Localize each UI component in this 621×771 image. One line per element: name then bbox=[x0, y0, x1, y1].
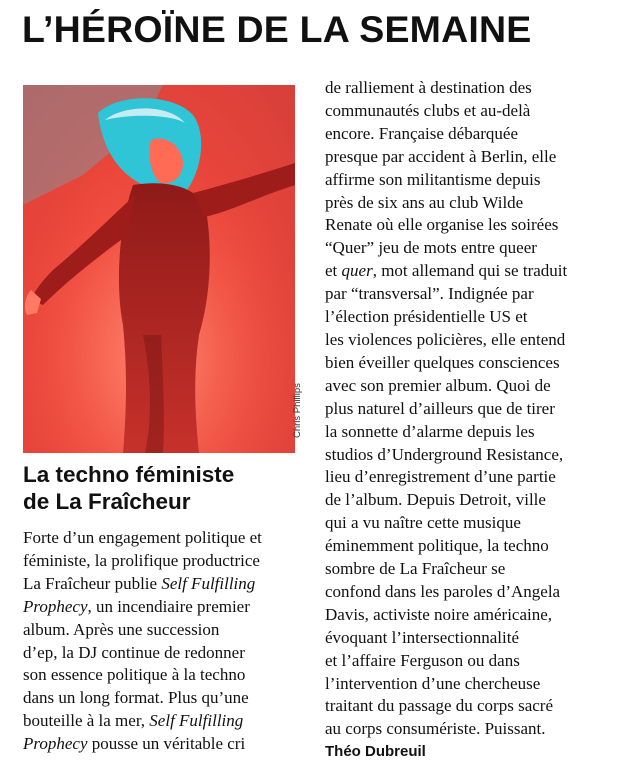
body-line: la sonnette d’alarme depuis les bbox=[325, 421, 535, 441]
body-line: féministe, la prolifique productrice bbox=[23, 550, 260, 570]
body-line: lieu d’enregistrement d’une partie bbox=[325, 467, 556, 487]
article-column-2 bbox=[325, 77, 615, 764]
article-column-1 bbox=[23, 527, 313, 756]
body-line: bien éveiller quelques consciences bbox=[325, 352, 560, 372]
author-byline: Théo Dubreuil bbox=[325, 743, 426, 761]
body-line: encore. Française débarquée bbox=[325, 123, 519, 143]
body-line: affirme son militantisme depuis bbox=[325, 169, 541, 189]
body-line: Davis, activiste noire américaine, bbox=[325, 604, 553, 624]
italic-word: quer bbox=[341, 261, 373, 281]
body-line: album. Après une succession bbox=[23, 619, 220, 639]
body-line: Forte d’un engagement politique et bbox=[23, 528, 262, 547]
body-line: avec son premier album. Quoi de bbox=[325, 375, 551, 395]
body-line: confond dans les paroles d’Angela bbox=[325, 581, 561, 601]
body-line: l’intervention d’une chercheuse bbox=[325, 673, 541, 693]
body-line: d’ep, la DJ continue de redonner bbox=[23, 642, 245, 662]
body-line: de ralliement à destination des bbox=[325, 78, 532, 97]
body-line: au corps consumériste. Puissant. bbox=[325, 719, 546, 739]
body-line: par “transversal”. Indignée par bbox=[325, 284, 534, 304]
body-line: studios d’Underground Resistance, bbox=[325, 444, 564, 464]
album-title: Prophecy bbox=[23, 734, 88, 754]
body-line: presque par accident à Berlin, elle bbox=[325, 146, 557, 166]
body-line: Prophecy pousse un véritable cri bbox=[23, 734, 246, 754]
subtitle-line: de La Fraîcheur bbox=[23, 489, 191, 514]
body-line: et quer, mot allemand qui se traduit bbox=[325, 261, 568, 281]
photo-credit: Chris Phillips bbox=[292, 383, 303, 438]
body-line: les violences policières, elle entend bbox=[325, 329, 566, 349]
body-line: Prophecy, un incendiaire premier bbox=[23, 596, 250, 616]
body-line: évoquant l’intersectionnalité bbox=[325, 627, 520, 647]
body-line: l’élection présidentielle US et bbox=[325, 307, 528, 327]
body-line: dans un long format. Plus qu’une bbox=[23, 688, 249, 708]
body-line: sombre de La Fraîcheur se bbox=[325, 559, 506, 579]
body-line: qui a vu naître cette musique bbox=[325, 513, 521, 533]
body-line: près de six ans au club Wilde bbox=[325, 192, 524, 212]
page-title: L’HÉROÏNE DE LA SEMAINE bbox=[22, 8, 532, 50]
subtitle-line: La techno féministe bbox=[23, 462, 235, 487]
album-title: Self Fulfilling bbox=[149, 711, 244, 731]
body-line: de l’album. Depuis Detroit, ville bbox=[325, 490, 546, 510]
body-line: bouteille à la mer, Self Fulfilling bbox=[23, 711, 244, 731]
body-line: La Fraîcheur publie Self Fulfilling bbox=[23, 573, 256, 593]
body-line: éminemment politique, la techno bbox=[325, 536, 549, 556]
body-line: et l’affaire Ferguson ou dans bbox=[325, 650, 520, 670]
body-line: plus naturel d’ailleurs que de tirer bbox=[325, 398, 555, 418]
body-line: communautés clubs et au-delà bbox=[325, 100, 531, 120]
album-title: Prophecy bbox=[23, 596, 88, 616]
body-line: son essence politique à la techno bbox=[23, 665, 246, 685]
body-line: Renate où elle organise les soirées bbox=[325, 215, 559, 235]
artist-photo-illustration bbox=[23, 85, 295, 453]
album-title: Self Fulfilling bbox=[161, 573, 256, 593]
body-line: traitant du passage du corps sacré bbox=[325, 696, 553, 716]
body-line: “Quer” jeu de mots entre queer bbox=[325, 238, 537, 258]
artist-photo bbox=[23, 85, 295, 453]
article-subtitle bbox=[23, 461, 313, 515]
